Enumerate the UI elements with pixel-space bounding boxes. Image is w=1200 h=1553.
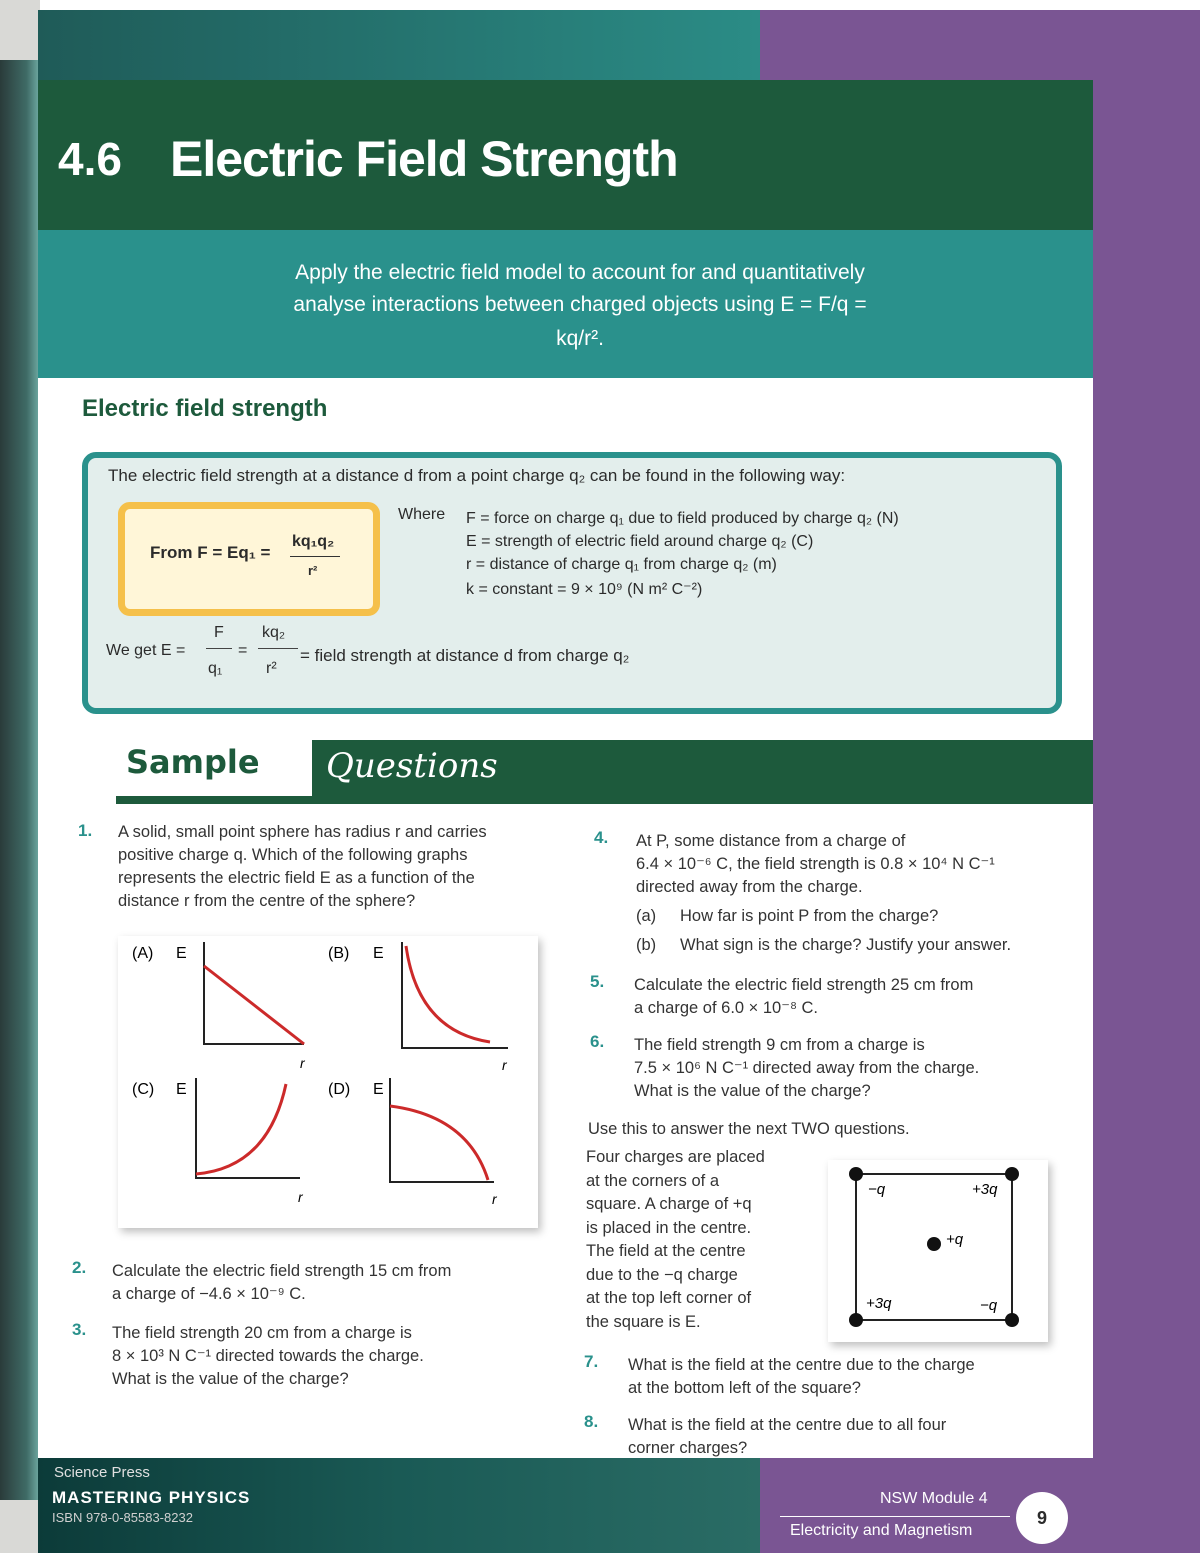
text-line: What is the field at the centre due to the charge	[628, 1356, 975, 1374]
question-number: 6.	[590, 1032, 605, 1051]
question-4a-text: How far is point P from the charge?	[680, 907, 939, 925]
we-get-tail: = field strength at distance d from charge q₂	[300, 646, 630, 665]
page-number: 9	[1016, 1492, 1068, 1544]
objective-line-1: Apply the electric field model to account for and quantitatively	[295, 261, 865, 284]
fraction-bar	[258, 648, 298, 649]
graph-b-y-label: E	[373, 945, 384, 962]
charge-top-right	[1005, 1167, 1019, 1181]
label-centre: +q	[946, 1231, 964, 1248]
text-line: Calculate the electric field strength 15 cm from	[112, 1262, 452, 1280]
question-8-text	[628, 1414, 946, 1460]
questions-word: Questions	[326, 746, 498, 786]
definition-f: F = force on charge q₁ due to field produced by charge q₂ (N)	[466, 510, 899, 527]
label-bottom-left: +3q	[866, 1295, 892, 1312]
isbn: ISBN 978-0-85583-8232	[52, 1510, 193, 1525]
graph-c-label: (C)	[132, 1081, 155, 1098]
fraction-bar	[206, 648, 232, 649]
question-2-text	[112, 1260, 451, 1306]
question-number: 8.	[584, 1412, 599, 1431]
definition-k: k = constant = 9 × 10⁹ (N m² C⁻²)	[466, 581, 703, 598]
book-spine	[0, 60, 38, 1500]
book-title: MASTERING PHYSICS	[52, 1488, 251, 1507]
graph-c-curve	[196, 1084, 286, 1174]
formula-from: From F = Eq₁ =	[150, 543, 271, 562]
text-line: the square is E.	[586, 1312, 701, 1331]
text-line: corner charges?	[628, 1439, 748, 1457]
label-top-left: −q	[868, 1181, 886, 1198]
text-line: A solid, small point sphere has radius r and carries	[118, 823, 487, 841]
square-description	[586, 1146, 765, 1334]
graph-c-x-label: r	[298, 1189, 303, 1205]
graph-b-curve	[406, 946, 490, 1042]
question-4b-label: (b)	[636, 936, 657, 954]
question-4b-text: What sign is the charge? Justify your answer.	[680, 936, 1012, 954]
graph-b-x-label: r	[502, 1057, 507, 1073]
question-6-text	[634, 1034, 979, 1103]
objective-line-2: analyse interactions between charged objects using E = F/q = kq/r².	[293, 293, 867, 350]
graph-d-axes	[390, 1078, 494, 1182]
question-7-text	[628, 1354, 975, 1400]
charge-bottom-left	[849, 1313, 863, 1327]
text-line: The field at the centre	[586, 1242, 746, 1260]
charge-square-diagram	[828, 1160, 1048, 1342]
formula-numerator: kq₁q₂	[292, 533, 335, 550]
charge-centre	[927, 1237, 941, 1251]
text-line: at the top left corner of	[586, 1289, 752, 1307]
text-line: What is the field at the centre due to all four	[628, 1416, 947, 1434]
where-label: Where	[398, 506, 446, 523]
subheading: Electric field strength	[82, 395, 328, 422]
graph-a-curve	[204, 966, 304, 1044]
text-line: distance r from the centre of the sphere?	[118, 892, 416, 910]
question-number: 2.	[72, 1258, 87, 1277]
text-line: square. A charge of +q	[586, 1195, 752, 1213]
formula-denominator: r²	[308, 563, 318, 578]
equals-sign: =	[238, 642, 248, 659]
graph-options	[118, 936, 538, 1228]
we-get-kq2: kq₂	[262, 624, 286, 641]
header-photo-strip	[38, 10, 760, 80]
text-line: Calculate the electric field strength 25 cm from	[634, 976, 974, 994]
text-line: a charge of −4.6 × 10⁻⁹ C.	[112, 1285, 306, 1303]
question-number: 1.	[78, 821, 93, 840]
we-get-f: F	[214, 624, 224, 641]
we-get-q1: q₁	[208, 660, 223, 677]
text-line: 6.4 × 10⁻⁶ C, the field strength is 0.8 × 10⁴ N C⁻¹	[636, 855, 995, 873]
text-line: is placed in the centre.	[586, 1218, 752, 1237]
definition-r: r = distance of charge q₁ from charge q₂ (m)	[466, 556, 777, 573]
question-4a-label: (a)	[636, 907, 657, 925]
text-line: What is the value of the charge?	[634, 1082, 871, 1100]
graph-c-y-label: E	[176, 1081, 187, 1098]
question-4-text	[636, 830, 995, 899]
section-number: 4.6	[58, 133, 122, 185]
text-line: positive charge q. Which of the following graphs	[118, 846, 468, 864]
syllabus-objective	[270, 258, 890, 356]
question-1-text	[118, 821, 487, 913]
graph-d-curve	[390, 1106, 488, 1180]
text-line: What is the value of the charge?	[112, 1370, 349, 1388]
graph-b-label: (B)	[328, 945, 350, 962]
graph-d-x-label: r	[492, 1191, 497, 1207]
label-top-right: +3q	[972, 1181, 998, 1198]
use-this-instruction: Use this to answer the next TWO questions.	[588, 1120, 910, 1138]
publisher-name: Science Press	[54, 1464, 150, 1481]
text-line: The field strength 9 cm from a charge is	[634, 1036, 925, 1054]
graph-a-axes	[204, 942, 304, 1044]
text-line: at the bottom left of the square?	[628, 1379, 861, 1397]
text-line: directed away from the charge.	[636, 878, 863, 896]
question-5-text	[634, 974, 973, 1020]
fraction-bar	[290, 556, 340, 557]
text-line: due to the −q charge	[586, 1265, 738, 1284]
we-get-r2: r²	[266, 660, 277, 677]
text-line: At P, some distance from a charge of	[636, 832, 906, 850]
info-intro: The electric field strength at a distance d from a point charge q₂ can be found in the following way:	[108, 466, 846, 485]
sample-word: Sample	[126, 743, 260, 781]
definition-e: E = strength of electric field around charge q₂ (C)	[466, 533, 814, 550]
charge-bottom-right	[1005, 1313, 1019, 1327]
graph-a-y-label: E	[176, 945, 187, 962]
module-name: NSW Module 4	[880, 1490, 988, 1507]
question-number: 5.	[590, 972, 605, 991]
text-line: at the corners of a	[586, 1171, 719, 1190]
section-title: Electric Field Strength	[170, 131, 678, 187]
text-line: Four charges are placed	[586, 1148, 765, 1166]
text-line: 8 × 10³ N C⁻¹ directed towards the charge.	[112, 1347, 424, 1365]
footer-divider	[780, 1516, 1010, 1517]
question-number: 3.	[72, 1320, 87, 1339]
text-line: a charge of 6.0 × 10⁻⁸ C.	[634, 999, 818, 1017]
graph-d-label: (D)	[328, 1081, 351, 1098]
question-number: 4.	[594, 828, 609, 847]
text-line: 7.5 × 10⁶ N C⁻¹ directed away from the charge.	[634, 1059, 980, 1077]
graph-a-x-label: r	[300, 1055, 305, 1071]
text-line: The field strength 20 cm from a charge is	[112, 1324, 412, 1342]
graph-a-label: (A)	[132, 945, 154, 962]
charge-top-left	[849, 1167, 863, 1181]
we-get-label: We get E =	[106, 642, 186, 659]
graph-d-y-label: E	[373, 1081, 384, 1098]
text-line: represents the electric field E as a function of the	[118, 869, 475, 887]
topic-name: Electricity and Magnetism	[790, 1522, 973, 1539]
question-number: 7.	[584, 1352, 599, 1371]
question-3-text	[112, 1322, 424, 1391]
label-bottom-right: −q	[980, 1297, 998, 1314]
